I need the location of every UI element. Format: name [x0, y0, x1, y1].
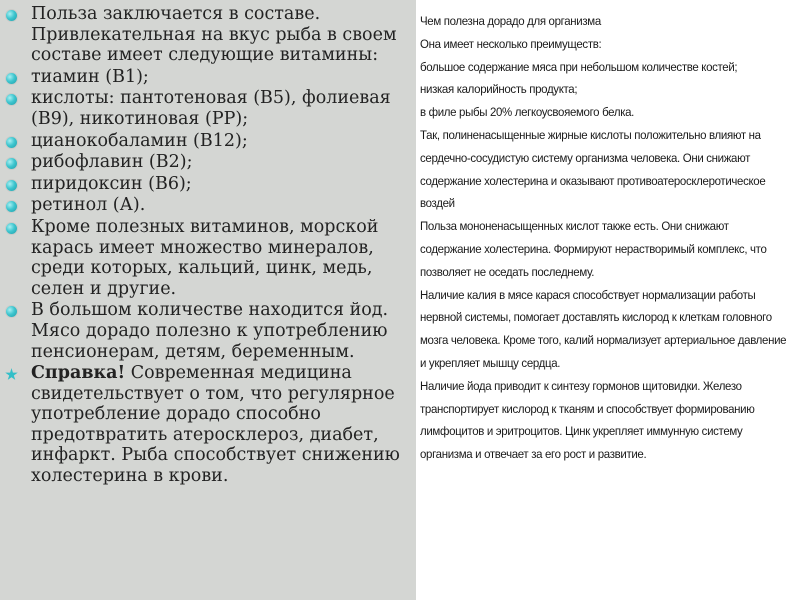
list-item	[0, 217, 416, 299]
text-line: лимфоцитов и эритроцитов. Цинк укрепляет иммунную систему	[420, 424, 743, 439]
star-bullet-icon	[5, 368, 18, 381]
text-line: Так, полиненасыщенные жирные кислоты положительно влияют на	[420, 127, 761, 142]
note-label: Справка!	[31, 363, 126, 384]
bullet-icon	[6, 10, 17, 21]
list-item-text: кислоты: пантотеновая (В5), фолиевая (В9), никотиновая (РР);	[31, 88, 391, 129]
list-item	[0, 4, 416, 66]
list-item-text: рибофлавин (В2);	[31, 152, 193, 173]
text-line: воздей	[420, 196, 455, 211]
benefits-text-block	[420, 10, 800, 600]
text-line: сердечно-сосудистую систему организма человека. Они снижают	[420, 150, 751, 165]
note-text: Современная медицина свидетельствует о том, что регулярное употребление дорадо способно предотвратить атеросклероз, диабет, инфаркт. Рыба способствует снижению холестерина в крови.	[31, 363, 400, 487]
bullet-icon	[6, 137, 17, 148]
list-item	[0, 67, 416, 88]
list-item-text: тиамин (В1);	[31, 66, 149, 87]
bullet-icon	[6, 223, 17, 234]
list-item-text: цианокобаламин (В12);	[31, 130, 248, 151]
bullet-icon	[6, 180, 17, 191]
text-line: организма и отвечает за его рост и развитие.	[420, 447, 647, 462]
text-line: Польза мононенасыщенных кислот также есть. Они снижают	[420, 219, 729, 234]
list-item	[0, 88, 416, 129]
bullet-icon	[6, 201, 17, 212]
text-line: Наличие калия в мясе карася способствует нормализации работы	[420, 287, 756, 302]
note-item	[0, 363, 416, 487]
bullet-icon	[6, 306, 17, 317]
list-item-text: пиридоксин (В6);	[31, 173, 192, 194]
bullet-icon	[6, 94, 17, 105]
text-line: мозга человека. Кроме того, калий нормализует артериальное давление	[420, 333, 787, 348]
vitamins-list	[0, 0, 416, 487]
text-line: нервной системы, помогает доставлять кислород к клеткам головного	[420, 310, 772, 325]
bullet-icon	[6, 158, 17, 169]
benefits-heading: Чем полезна дорадо для организма	[420, 14, 601, 28]
list-item-text: Польза заключается в составе. Привлекательная на вкус рыба в своем составе имеет следующие витамины:	[31, 4, 397, 66]
text-line: низкая калорийность продукта;	[420, 82, 578, 97]
text-line: содержание холестерина и оказывают противоатеросклеротическое	[420, 173, 766, 188]
list-item-text: Кроме полезных витаминов, морской карась имеет множество минералов, среди которых, кальций, цинк, медь, селен и другие.	[31, 216, 379, 299]
text-line: позволяет не оседать последнему.	[420, 264, 595, 279]
text-line: транспортирует кислород к тканям и способствует формированию	[420, 401, 755, 416]
text-line: Наличие йода приводит к синтезу гормонов щитовидки. Железо	[420, 378, 742, 393]
list-item	[0, 174, 416, 195]
text-line: и укрепляет мышцу сердца.	[420, 355, 561, 370]
list-item-text: В большом количестве находится йод. Мясо дорадо полезно к употреблению пенсионерам, детям, беременным.	[31, 300, 389, 362]
bullet-icon	[6, 73, 17, 84]
text-line: Она имеет несколько преимуществ:	[420, 36, 602, 51]
list-item	[0, 131, 416, 152]
text-line: в филе рыбы 20% легкоусвояемого белка.	[420, 105, 635, 120]
list-item-text: ретинол (А).	[31, 195, 146, 216]
list-item	[0, 152, 416, 173]
text-line: большое содержание мяса при небольшом количестве костей;	[420, 59, 738, 74]
text-line: содержание холестерина. Формируют нерастворимый комплекс, что	[420, 241, 767, 256]
list-item	[0, 195, 416, 216]
list-item	[0, 300, 416, 362]
